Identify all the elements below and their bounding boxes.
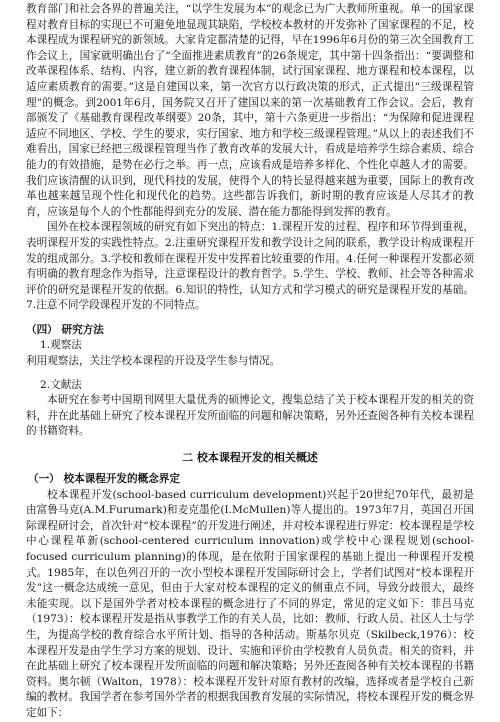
chapter-heading: 二 校本课程开发的相关概述 xyxy=(182,451,318,465)
subsection-heading-definition: （一） 校本课程开发的概念界定 xyxy=(28,473,180,486)
method-observation-label: 1.观察法 xyxy=(40,339,82,352)
paragraph-literature: 本研究在参考中国期刊网里大量优秀的硕博论文，搜集总结了关于校本课程开发的相关的资料，并在此基础上研究了校本课程开发所面临的问题和解决策略，另外还查阅各种有关校本课程的书籍资料。 xyxy=(26,394,474,438)
paragraph-definition: 校本课程开发(school-based curriculum development)兴起于20世纪70年代，最初是由富鲁马克(A.M.Furumark)和麦克墨伦(I.McMullen)等人提出的。1973年7月，英国召开国际课程研讨会，首次针对“校本课程”的开发进行阐述，并对校本课程进行界定：校本课程是学校中心课程革新(school-centered curriculum innovation)或学校中心课程规划(school-focused curriculum planning)的体现，是在依附于国家课程的基础上提出一种课程开发模式。1985年，在以色列召开的一次小型校本课程开发国际研讨会上，学者们试图对“校本课程开发”这一概念达成统一意见，但由于大家对校本课程的定义的侧重点不同，导致分歧很大，最终未能实现。以下是国外学者对校本课程的概念进行了不同的界定，常见的定义如下：菲吕马克（1973）：校本课程开发是指从事教学工作的有关人员，比如：教师、行政人员、社区人士与学生，为提高学校的教育综合水平所计划、指导的各种活动。斯基尔贝克（Skilbeck,1976）：校本课程开发是由学生学习方案的规划、设计、实施和评价由学校教育人员负责。相关的资料，并在此基础上研究了校本课程开发所面临的问题和解决策略；另外还查阅各种有关校本课程的书籍资料。奥尔顿（Walton，1978）：校本课程开发针对原有教材的改编，选择或者是学校自己新编的教材。我国学者在参考国外学者的根据我国教育发展的实际情况，将校本课程开发的概念界定如下： xyxy=(26,488,474,719)
section-heading-research-methods: （四） 研究方法 xyxy=(26,323,104,336)
method-literature-label: 2.文献法 xyxy=(40,378,82,391)
paragraph-intro-continued: 教育部门和社会各界的普遍关注，“以学生发展为本”的观念已为广大教师所重视。单一的国家课程对教育目标的实现已不可避免地显现其缺陷，学校校本教材的开发弥补了国家课程的不足，校本课程成为课程研究的新领域。大家肯定都清楚的记得，早在1996年6月份的第三次全国教育工作会议上，国家就明确出台了“全面推进素质教育”的26条规定，其中第十四条指出：“要调整和改革课程体系、结构、内容，建立新的教育课程体制，试行国家课程、地方课程和校本课程，以适应素质教育的需要。”这是自建国以来，第一次官方以行政决策的形式，正式提出“三级课程管理”的概念。到2001年6月，国务院又召开了建国以来的第一次基础教育工作会议。会后，教育部颁发了《基础教育课程改革纲要》20条，其中，第十六条更进一步指出：“为保障和促进课程适应不同地区、学校、学生的要求，实行国家、地方和学校三级课程管理。”从以上的表述我们不难看出，国家已经把三级课程管理当作了教育改革的发展大计，看成是培养学生综合素质、综合能力的有效措施，是势在必行之举。再一点，应该看成是培养多样化、个性化卓越人才的需要。我们应该清醒的认识到，现代科技的发展，使得个人的特长显得越来越为重要，国际上的教育改革也越来越呈现个性化和现代化的趋势。这些都告诉我们，新时期的教育应该是人尽其才的教育，应该是每个人的个性都能得到充分的发展、潜在能力都能得到发挥的教育。 xyxy=(26,3,474,218)
paragraph-observation: 利用观察法，关注学校本课程的开设及学生参与情况。 xyxy=(26,355,281,368)
paragraph-foreign-research: 国外在校本课程领域的研究有如下突出的特点：1.课程开发的过程、程序和环节得到重视，表明课程开发的实践性特点。2.注重研究课程开发和教学设计之间的联系，教学设计构成课程开发的组成部分。3.学校和教师在课程开发中发挥着比较重要的作用。4.任何一种课程开发都必须有明确的教育理念作为指导，注意课程设计的教育哲学。5.学生、学校、教师、社会等各种需求评价的研究是课程开发的依据。6.知识的特性，认知方式和学习模式的研究是课程开发的基础。7.注意不同学段课程开发的不同特点。 xyxy=(26,221,474,312)
